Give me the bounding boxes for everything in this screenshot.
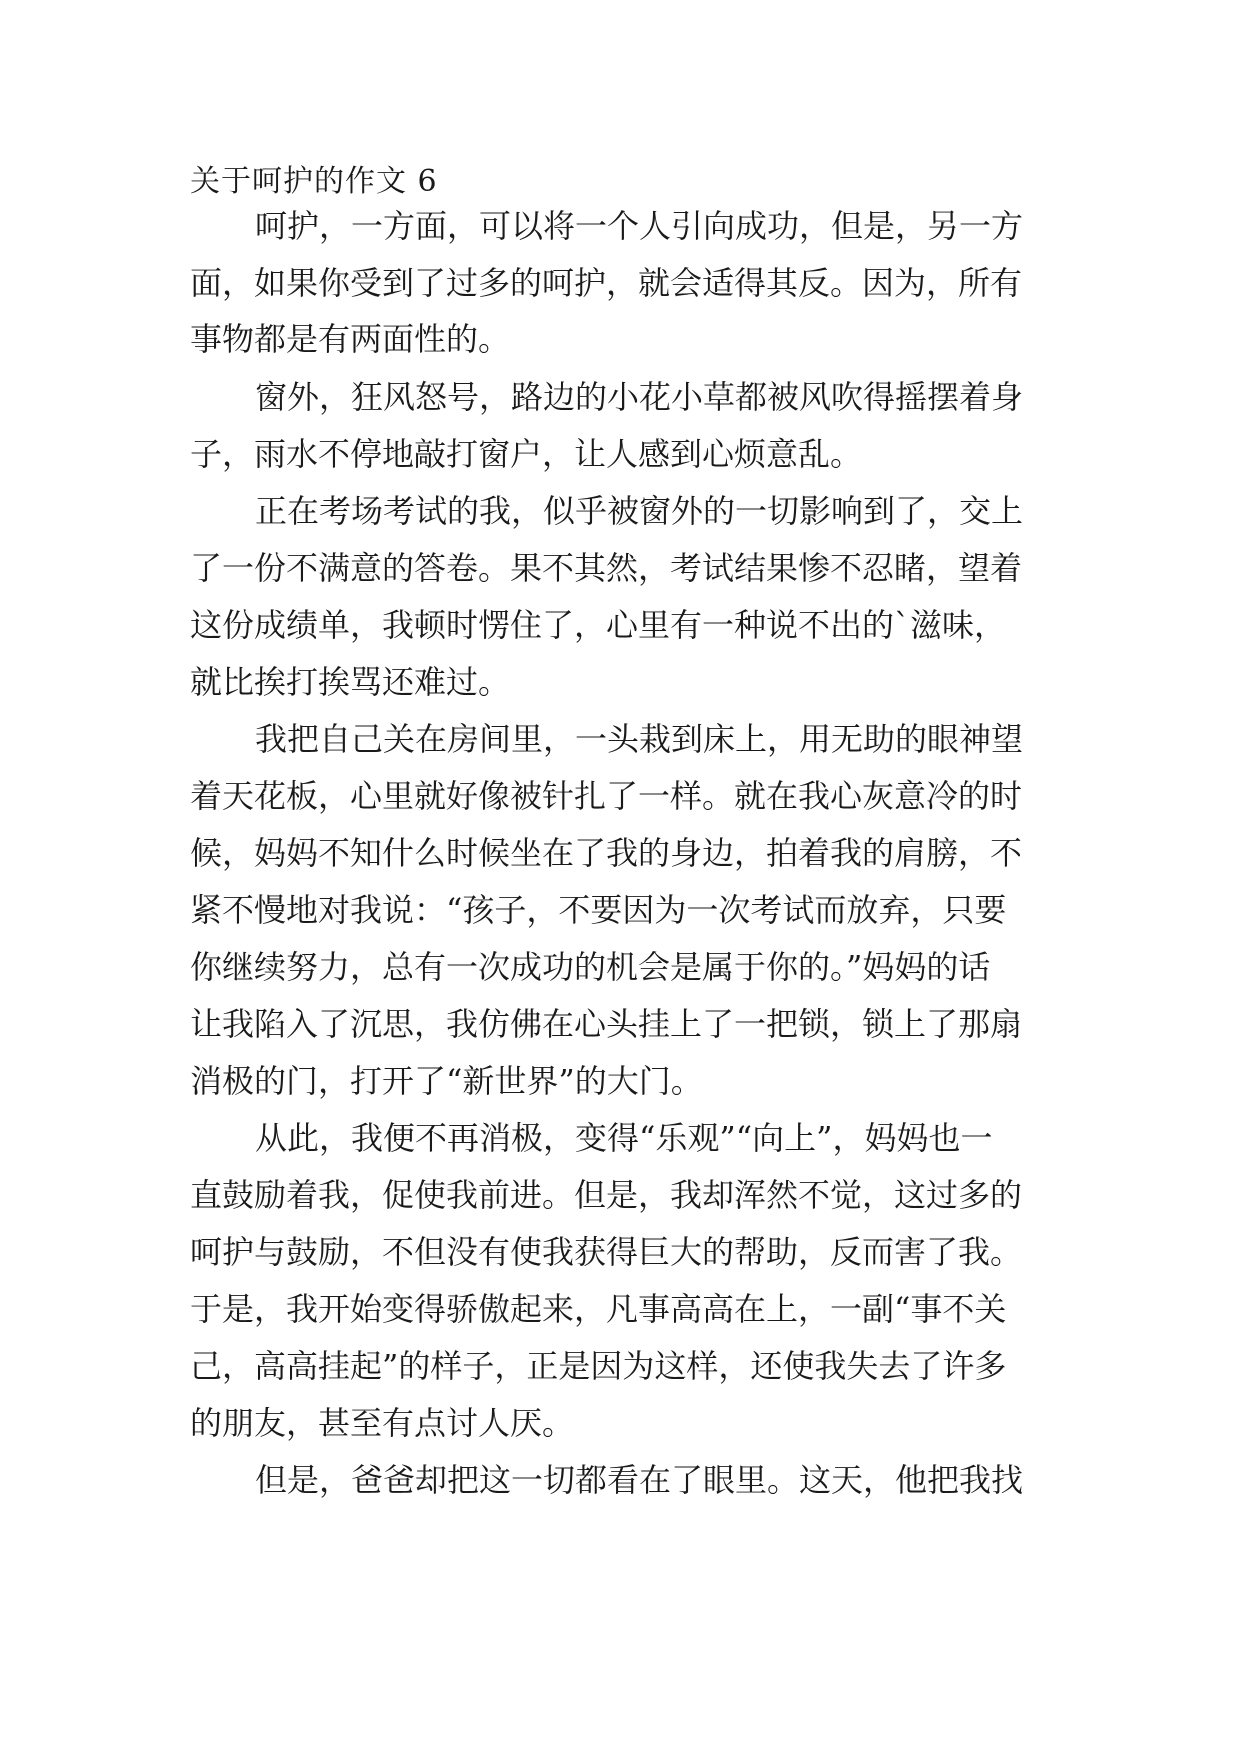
text-line: 让我陷入了沉思，我仿佛在心头挂上了一把锁，锁上了那扇 [190,1005,1023,1043]
text-line: 消极的门，打开了“新世界”的大门。 [190,1062,703,1100]
text-line: 呵护与鼓励，不但没有使我获得巨大的帮助，反而害了我。 [190,1233,1023,1271]
text-line: 紧不慢地对我说：“孩子，不要因为一次考试而放弃，只要 [190,891,1007,929]
text-line: 直鼓励着我，促使我前进。但是，我却浑然不觉，这过多的 [190,1176,1023,1214]
text-line: 但是，爸爸却把这一切都看在了眼里。这天，他把我找 [255,1461,1024,1499]
text-line: 我把自己关在房间里，一头栽到床上，用无助的眼神望 [255,720,1024,758]
text-line: 从此，我便不再消极，变得“乐观”“向上”，妈妈也一 [255,1119,993,1157]
text-line: 窗外，狂风怒号，路边的小花小草都被风吹得摇摆着身 [255,378,1024,416]
text-line: 呵护，一方面，可以将一个人引向成功，但是，另一方 [255,207,1024,245]
text-line: 的朋友，甚至有点讨人厌。 [190,1404,575,1442]
text-line: 于是，我开始变得骄傲起来，凡事高高在上，一副“事不关 [190,1290,1007,1328]
text-line: 正在考场考试的我，似乎被窗外的一切影响到了，交上 [255,492,1024,530]
text-line: 你继续努力，总有一次成功的机会是属于你的。”妈妈的话 [190,948,991,986]
text-line: 己，高高挂起”的样子，正是因为这样，还使我失去了许多 [190,1347,1007,1385]
text-line: 事物都是有两面性的。 [190,320,511,358]
text-line: 着天花板，心里就好像被针扎了一样。就在我心灰意冷的时 [190,777,1023,815]
text-line: 子，雨水不停地敲打窗户，让人感到心烦意乱。 [190,435,863,473]
text-line: 候，妈妈不知什么时候坐在了我的身边，拍着我的肩膀，不 [190,834,1023,872]
text-line: 就比挨打挨骂还难过。 [190,663,511,701]
document-title: 关于呵护的作文 6 [190,164,438,199]
text-line: 面，如果你受到了过多的呵护，就会适得其反。因为，所有 [190,264,1023,302]
text-line: 这份成绩单，我顿时愣住了，心里有一种说不出的`滋味， [190,606,1007,644]
text-line: 了一份不满意的答卷。果不其然，考试结果惨不忍睹，望着 [190,549,1023,587]
